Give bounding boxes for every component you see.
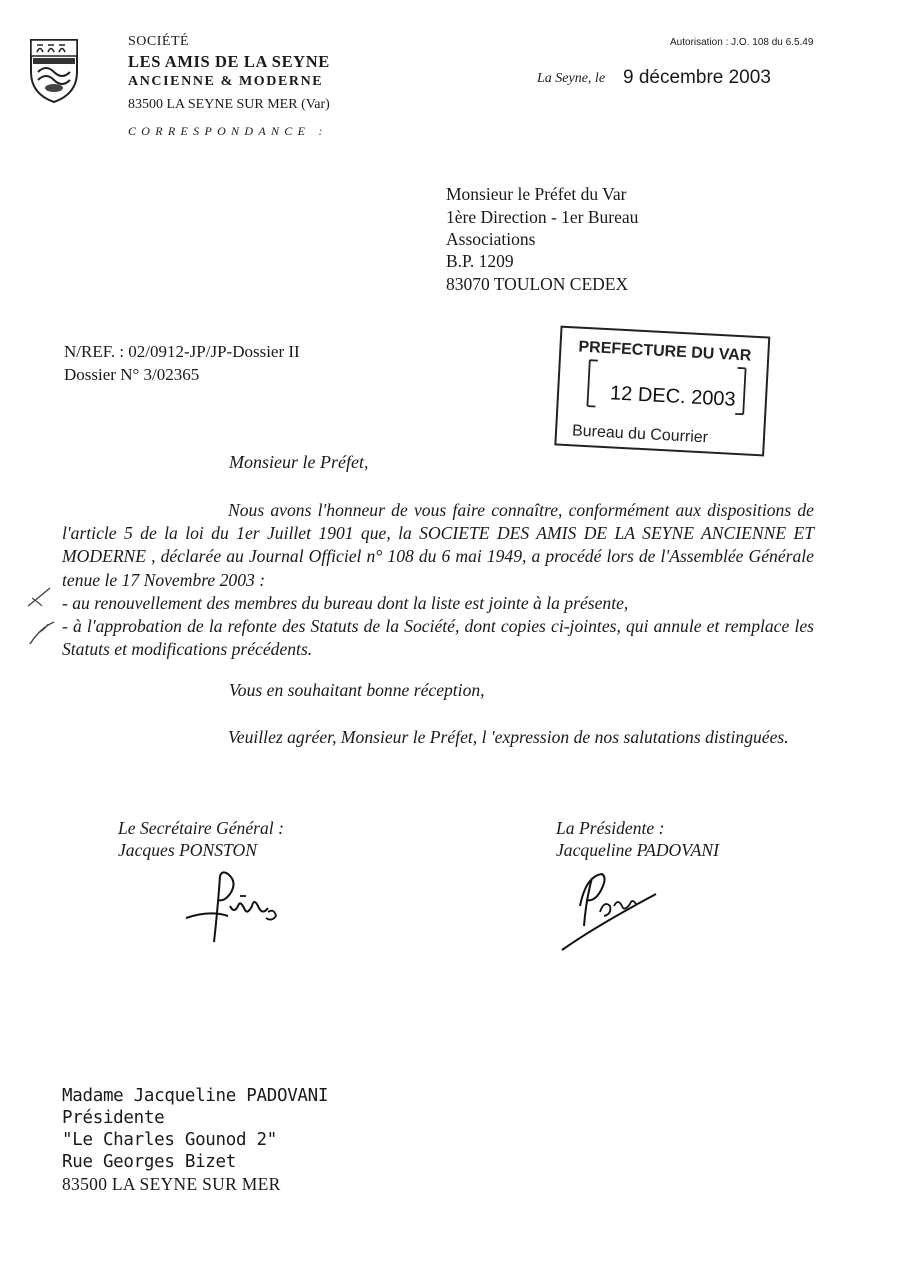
stamp-top-text: PREFECTURE DU VAR	[578, 338, 752, 365]
recipient-line-2: 1ère Direction - 1er Bureau	[446, 207, 639, 227]
signature-right-name: Jacqueline PADOVANI	[556, 840, 720, 860]
recipient-line-4: B.P. 1209	[446, 251, 514, 271]
closing-formula: Veuillez agréer, Monsieur le Préfet, l 'expression de nos salutations distinguées.	[228, 727, 789, 747]
coat-of-arms-icon	[28, 36, 80, 104]
dossier-number: Dossier N° 3/02365	[64, 365, 200, 384]
sender-line-4: Rue Georges Bizet	[62, 1152, 237, 1172]
recipient-line-5: 83070 TOULON CEDEX	[446, 274, 629, 294]
sender-line-3: "Le Charles Gounod 2"	[62, 1130, 277, 1150]
signature-left-name: Jacques PONSTON	[118, 840, 257, 860]
body-paragraph-3	[62, 726, 814, 749]
signature-left-handwritten	[180, 866, 290, 948]
salutation: Monsieur le Préfet,	[229, 452, 369, 472]
letterhead-correspondance: CORRESPONDANCE :	[128, 124, 328, 138]
letterhead-line-societe: SOCIÉTÉ	[128, 34, 190, 49]
reference-number: N/REF. : 02/0912-JP/JP-Dossier II	[64, 342, 300, 361]
letter-body	[62, 499, 814, 661]
authorisation-note: Autorisation : J.O. 108 du 6.5.49	[670, 37, 814, 48]
sender-line-2: Présidente	[62, 1108, 165, 1128]
stamp-date: 12 DEC. 2003	[609, 382, 737, 411]
margin-check-marks	[24, 584, 60, 650]
prefecture-stamp	[552, 324, 772, 470]
body-item-1: - au renouvellement des membres du bureau dont la liste est jointe à la présente,	[62, 592, 629, 613]
letterhead-address: 83500 LA SEYNE SUR MER (Var)	[128, 97, 330, 112]
body-paragraph-2: Vous en souhaitant bonne réception,	[229, 680, 485, 700]
letter-date: 9 décembre 2003	[623, 67, 771, 88]
signature-right-title: La Présidente :	[556, 818, 665, 838]
recipient-line-3: Associations	[446, 229, 536, 249]
body-paragraph-1: Nous avons l'honneur de vous faire connaître, conformément aux dispositions de l'article 5 de la loi du 1er Juillet 1901 que, la SOCIETE DES AMIS DE LA SEYNE ANCIENNE ET MODERNE , déclarée au Journal Officiel n° 108 du 6 mai 1949, a procédé lors de l'Assemblée Générale tenue le 17 Novembre 2003 :	[62, 500, 814, 590]
sender-line-5: 83500 LA SEYNE SUR MER	[62, 1174, 281, 1194]
letterhead-subtitle: ANCIENNE & MODERNE	[128, 74, 324, 89]
date-place: La Seyne, le	[537, 71, 606, 86]
signature-right-handwritten	[556, 866, 666, 956]
body-item-2: - à l'approbation de la refonte des Statuts de la Société, dont copies ci-jointes, qui annule et remplace les Statuts et modifications précédents.	[62, 616, 814, 660]
sender-line-1: Madame Jacqueline PADOVANI	[62, 1086, 329, 1106]
letterhead-society-name: LES AMIS DE LA SEYNE	[128, 52, 330, 71]
stamp-bottom-text: Bureau du Courrier	[571, 422, 709, 447]
signature-left-title: Le Secrétaire Général :	[118, 818, 284, 838]
recipient-line-1: Monsieur le Préfet du Var	[446, 184, 627, 204]
